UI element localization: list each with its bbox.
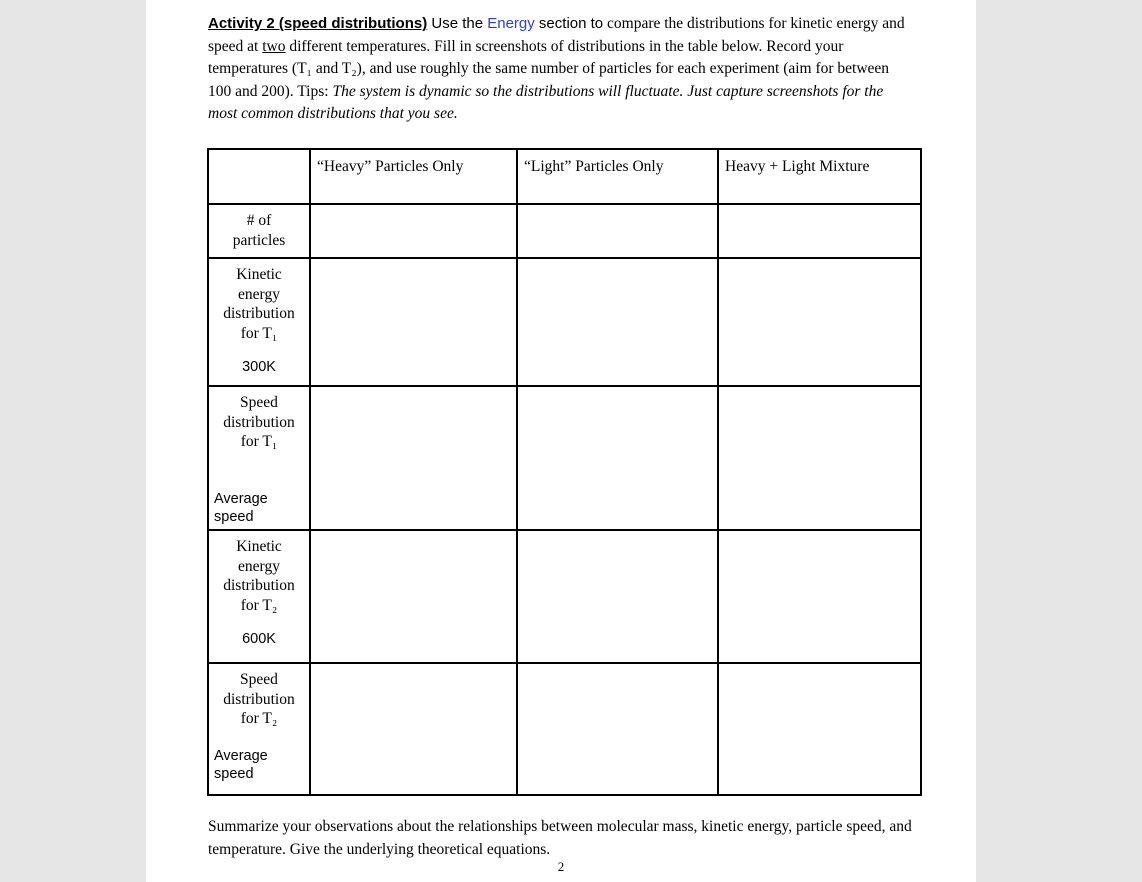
row-label-speed-t1	[208, 386, 310, 530]
instructions-text: compare the distributions for kinetic energy and speed at	[208, 15, 905, 55]
section-to-text: section to	[534, 15, 604, 32]
table-row	[208, 258, 921, 386]
temperature-t1-value: 300K	[242, 359, 276, 375]
row-label-speed-t2	[208, 663, 310, 795]
screenshot-cell[interactable]	[718, 386, 921, 530]
average-speed-label: Average speed	[214, 747, 268, 782]
document-page	[146, 0, 976, 882]
screenshot-cell[interactable]	[718, 663, 921, 795]
row-label-particles	[208, 204, 310, 258]
screenshot-cell[interactable]	[310, 258, 517, 386]
table-header-row	[208, 149, 921, 204]
row-label-ke-t2	[208, 530, 310, 663]
summary-prompt: Summarize your observations about the relationships between molecular mass, kinetic energy, particle speed, and temperature. Give the underlying theoretical equations.	[208, 818, 912, 858]
input-cell[interactable]	[517, 204, 718, 258]
screenshot-cell[interactable]	[517, 530, 718, 663]
tips-text: The system is dynamic so the distributions will fluctuate. Just capture screenshots for the most common distributions that you see.	[208, 82, 884, 123]
row-label-text: Speed distribution for T₂	[223, 671, 295, 727]
screenshot-cell[interactable]	[310, 663, 517, 795]
table-row	[208, 530, 921, 663]
page-number: 2	[557, 859, 565, 874]
energy-section-link[interactable]: Energy	[487, 15, 535, 32]
table-row	[208, 204, 921, 258]
column-header-light: “Light” Particles Only	[517, 149, 718, 204]
screenshot-cell[interactable]	[310, 530, 517, 663]
table-row	[208, 663, 921, 795]
activity-heading: Activity 2 (speed distributions)	[208, 15, 428, 32]
input-cell[interactable]	[718, 204, 921, 258]
activity-instructions	[208, 13, 908, 126]
column-header-heavy: “Heavy” Particles Only	[310, 149, 517, 204]
two-emphasis: two	[262, 37, 286, 55]
input-cell[interactable]	[310, 204, 517, 258]
screenshot-cell[interactable]	[718, 530, 921, 663]
screenshot-cell[interactable]	[517, 663, 718, 795]
screenshot-cell[interactable]	[310, 386, 517, 530]
corner-cell	[208, 149, 310, 204]
instructions-text-cont: different temperatures. Fill in screenshots of distributions in the table below. Record your temperatures (T₁ and T₂), and use roughly the same number of particles for each experiment (aim for between 100 and 200). Tips:	[208, 37, 890, 100]
average-speed-label: Average speed	[214, 490, 268, 525]
row-label-ke-t1	[208, 258, 310, 386]
distribution-table	[207, 148, 922, 796]
screenshot-cell[interactable]	[517, 258, 718, 386]
temperature-t2-value: 600K	[242, 631, 276, 647]
screenshot-cell[interactable]	[517, 386, 718, 530]
use-the-text: Use the	[427, 15, 488, 32]
row-label-text: Kinetic energy distribution for T₁	[223, 266, 295, 342]
row-label-text: Kinetic energy distribution for T₂	[223, 538, 295, 614]
screenshot-cell[interactable]	[718, 258, 921, 386]
row-label-text: Speed distribution for T₁	[223, 394, 295, 450]
row-label-text: # of particles	[232, 212, 286, 249]
table-row	[208, 386, 921, 530]
column-header-mixture: Heavy + Light Mixture	[718, 149, 921, 204]
